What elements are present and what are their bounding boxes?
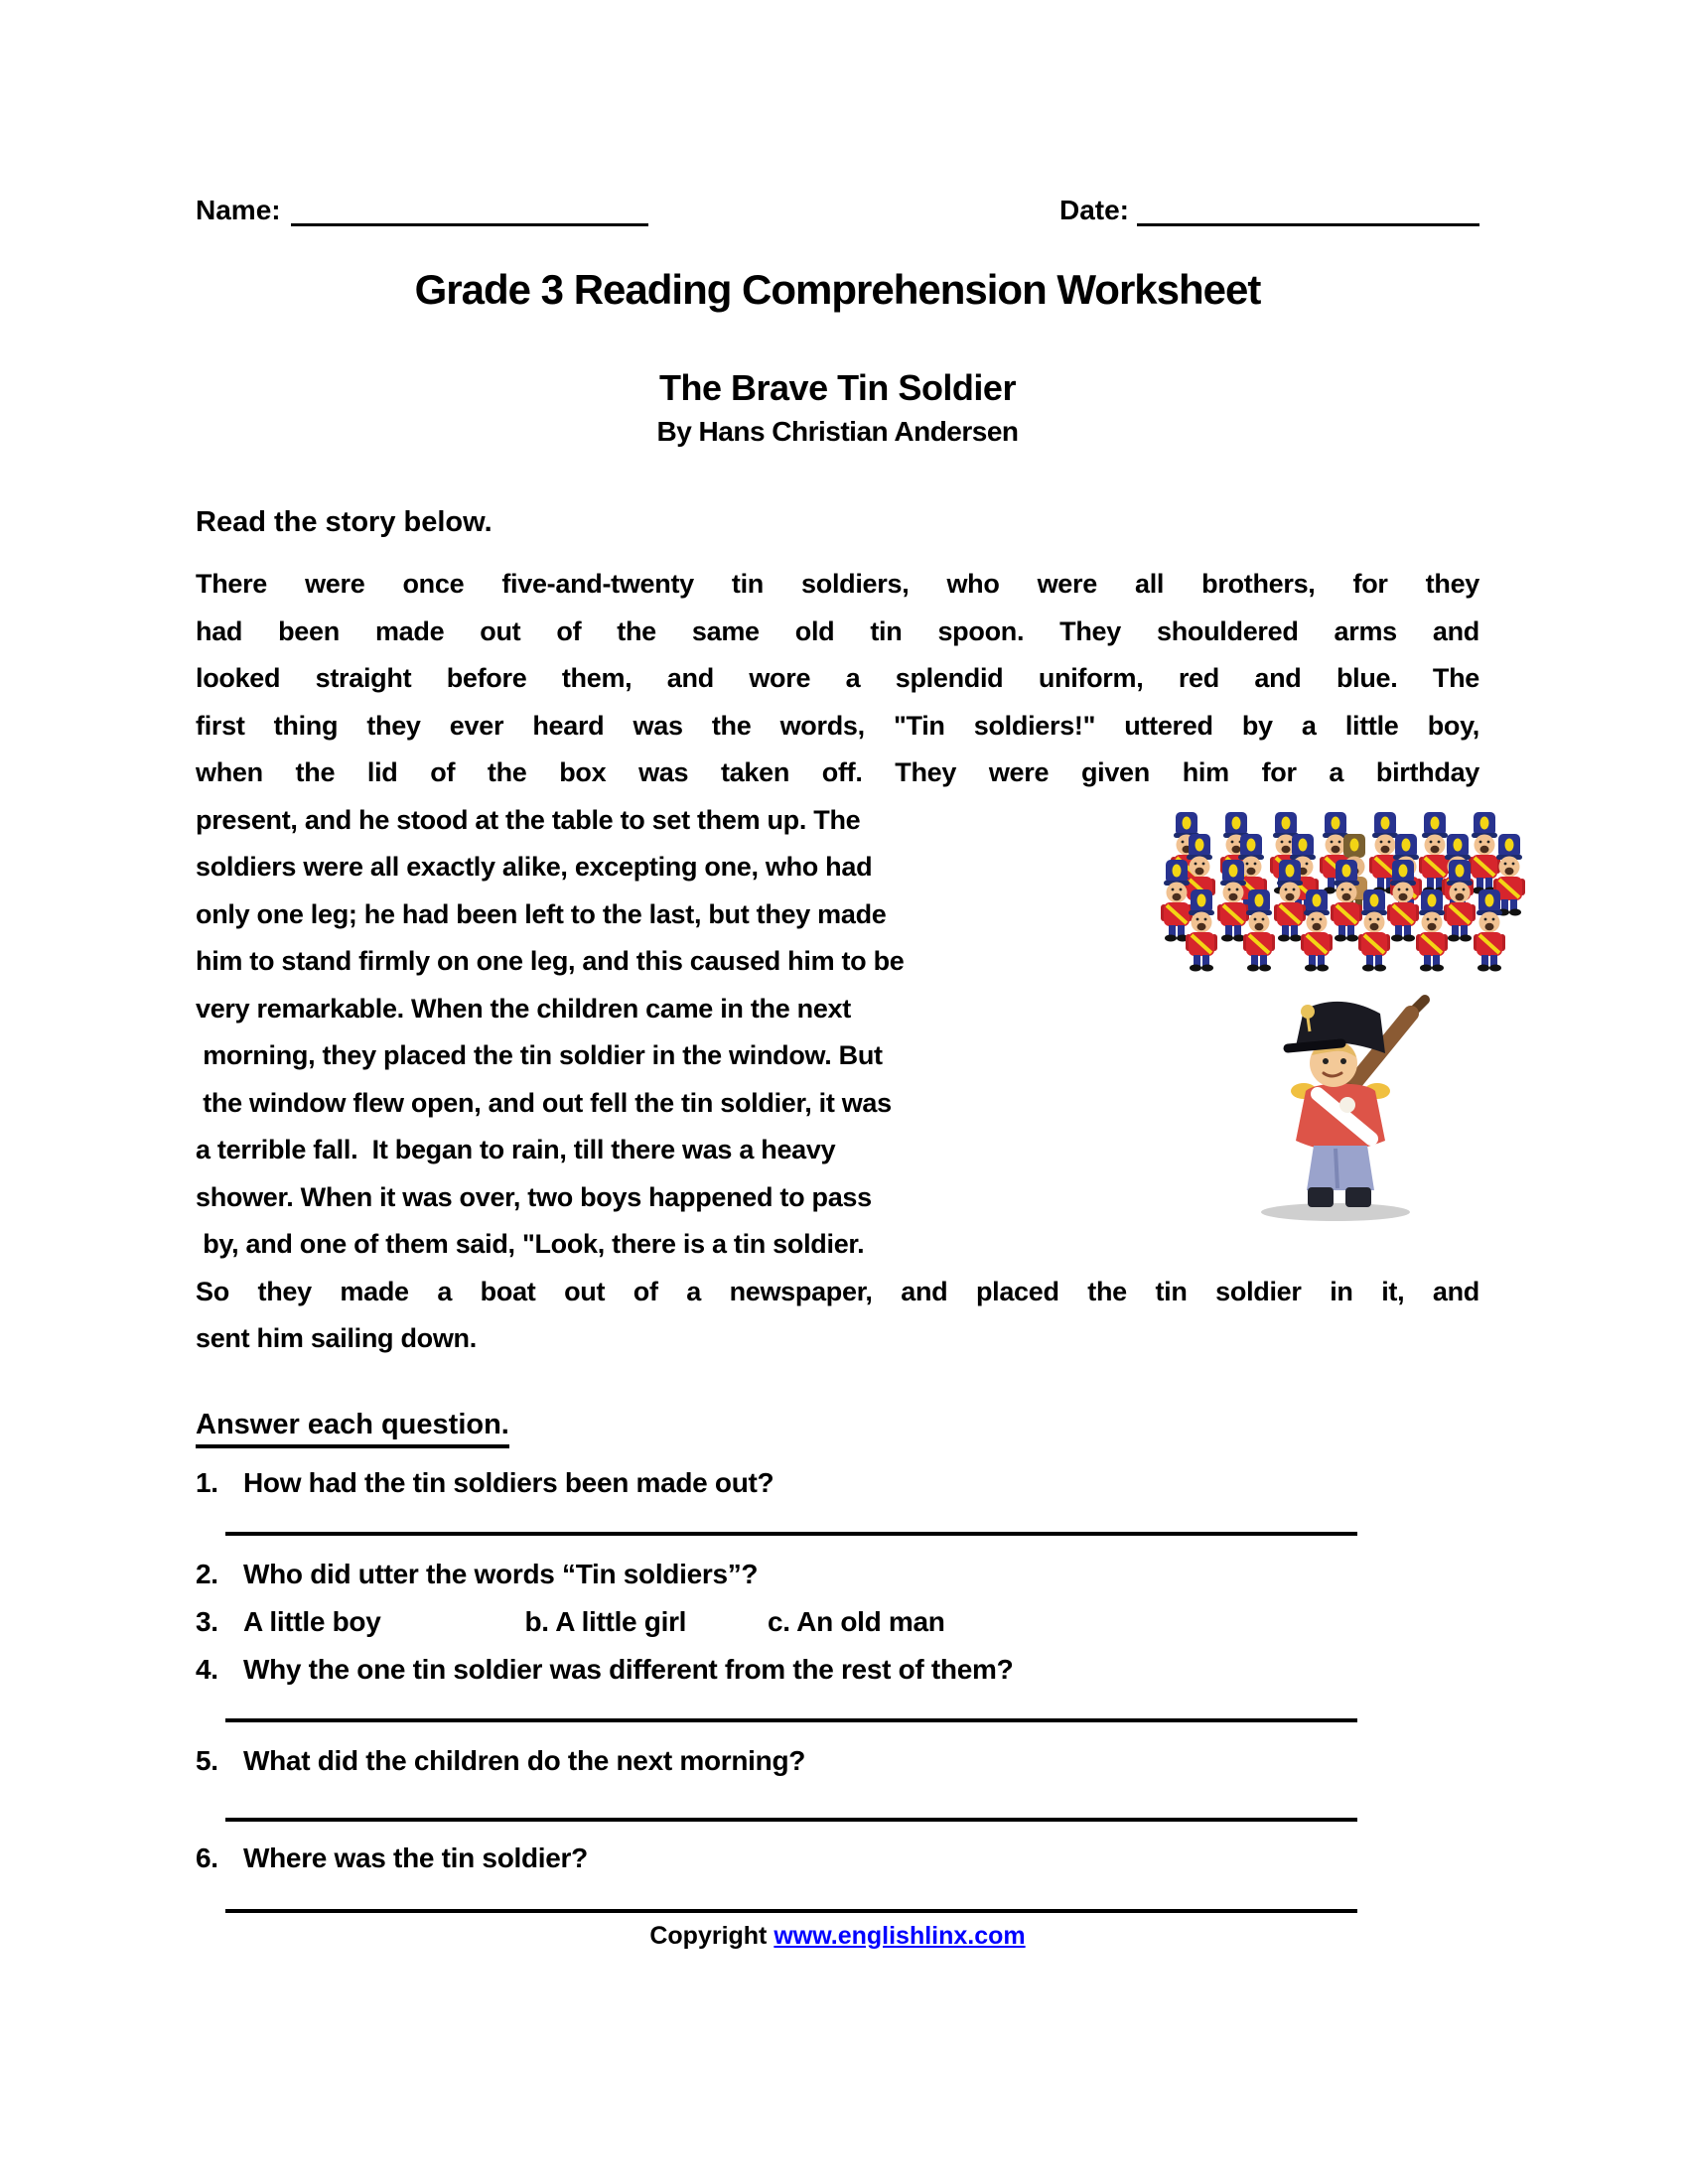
answer-each-question-header [196, 1408, 1479, 1448]
answer-line [225, 1909, 1357, 1913]
tin-soldier-rifle-icon [1236, 992, 1445, 1225]
page-title: Grade 3 Reading Comprehension Worksheet [414, 266, 1261, 313]
option-c: c. An old man [767, 1605, 945, 1637]
question-item-6 [196, 1838, 1479, 1879]
story-line: by, and one of them said, "Look, there is a tin soldier. [196, 1229, 865, 1259]
story-wrapped-block [196, 797, 1104, 1269]
question-text: How had the tin soldiers been made out? [243, 1466, 774, 1498]
story-line: very remarkable. When the children came in the next [196, 993, 851, 1024]
copyright-link[interactable]: www.englishlinx.com [774, 1921, 1026, 1950]
question-item-5 [196, 1740, 1479, 1782]
story-line: sent him sailing down. [196, 1323, 477, 1353]
story-line: first thing they ever heard was the words, "Tin soldiers!" uttered by a little boy, [196, 710, 1479, 741]
tin-soldiers-group-icon [1152, 812, 1534, 979]
story-line: a terrible fall. It began to rain, till there was a heavy [196, 1135, 836, 1164]
question-item-1 [196, 1462, 1479, 1504]
story-line: shower. When it was over, two boys happened to pass [196, 1181, 872, 1212]
story-line: him to stand firmly on one leg, and this caused him to be [196, 946, 905, 976]
story-line: present, and he stood at the table to set them up. The [196, 804, 861, 835]
name-label: Name: [196, 195, 281, 225]
question-options [243, 1601, 1479, 1643]
answer-each-question-label: Answer each question. [196, 1408, 509, 1448]
answer-line [225, 1818, 1357, 1822]
story-line: So they made a boat out of a newspaper, and placed the tin soldier in it, and [196, 1276, 1479, 1306]
question-item-4 [196, 1649, 1479, 1691]
option-b: b. A little girl [524, 1605, 687, 1637]
question-number: 3. [196, 1605, 218, 1637]
question-text: Who did utter the words “Tin soldiers”? [243, 1558, 759, 1589]
question-item-2 [196, 1554, 1479, 1595]
option-a: A little boy [243, 1605, 381, 1637]
date-label: Date: [1058, 195, 1129, 225]
question-number: 4. [196, 1653, 218, 1685]
answer-line [225, 1532, 1357, 1536]
date-blank-line [1137, 194, 1479, 226]
story-line: had been made out of the same old tin spoon. They shouldered arms and [196, 615, 1479, 646]
question-text: Why the one tin soldier was different from the rest of them? [243, 1653, 1014, 1685]
answer-line [225, 1718, 1357, 1722]
story-line: the window flew open, and out fell the tin soldier, it was [196, 1087, 892, 1118]
question-number: 2. [196, 1558, 218, 1589]
story-line: looked straight before them, and wore a splendid uniform, red and blue. The [196, 663, 1479, 693]
story-line: soldiers were all exactly alike, excepting one, who had [196, 852, 873, 882]
story-line: There were once five-and-twenty tin soldiers, who were all brothers, for they [196, 569, 1479, 599]
story-title: The Brave Tin Soldier [659, 367, 1016, 408]
header-row [196, 194, 1479, 226]
story-line: when the lid of the box was taken off. They were given him for a birthday [196, 757, 1479, 787]
copyright-text: Copyright [649, 1921, 768, 1950]
question-number: 5. [196, 1744, 218, 1776]
story-illustrations [1152, 812, 1539, 1230]
question-number: 1. [196, 1466, 218, 1498]
name-blank-line [291, 194, 648, 226]
question-text: Where was the tin soldier? [243, 1842, 588, 1873]
read-instruction: Read the story below. [196, 506, 492, 538]
story-line: morning, they placed the tin soldier in the window. But [196, 1040, 883, 1070]
question-text: What did the children do the next morning? [243, 1744, 806, 1776]
question-number: 6. [196, 1842, 218, 1873]
author-byline: By Hans Christian Andersen [656, 416, 1019, 447]
footer [196, 1921, 1479, 1951]
story-line: only one leg; he had been left to the last, but they made [196, 898, 887, 929]
question-item-3 [196, 1601, 1479, 1643]
